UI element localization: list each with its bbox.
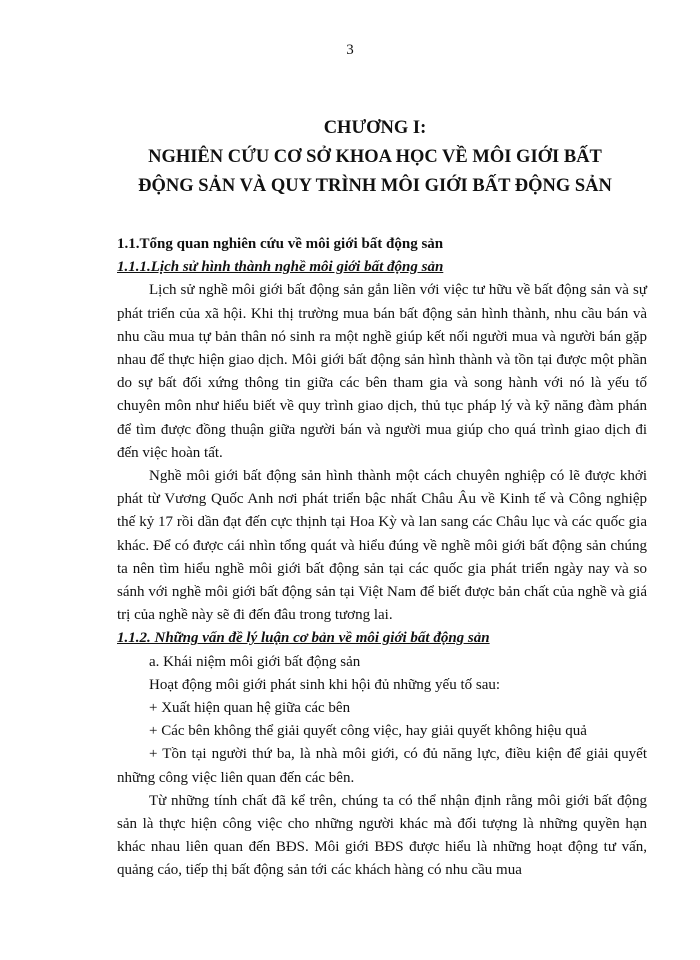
paragraph: Hoạt động môi giới phát sinh khi hội đủ những yếu tố sau: [149,676,501,693]
section-heading-1-1: 1.1.Tổng quan nghiên cứu về môi giới bất động sản [117,236,444,252]
bullet-item: + Các bên không thể giải quyết công việc, hay giải quyết không hiệu quả [149,723,587,740]
body-content [117,230,647,883]
list-item: a. Khái niệm môi giới bất động sản [149,653,361,670]
paragraph: Từ những tính chất đã kể trên, chúng ta có thể nhận định rằng môi giới bất động sản là thực hiện công việc cho những người khác mà đối tượng là những quyền hạn khác nhau liên quan đến BĐS. Môi giới BĐS được hiểu là những hoạt động tư vấn, quảng cáo, tiếp thị bất động sản tới các khách hàng có nhu cầu mua [117,792,647,879]
section-heading-1-1-2: 1.1.2. Những vấn đề lý luận cơ bản về môi giới bất động sản [117,630,490,647]
bullet-item: + Xuất hiện quan hệ giữa các bên [149,700,351,717]
chapter-title-line-1: NGHIÊN CỨU CƠ SỞ KHOA HỌC VỀ MÔI GIỚI BẤT [148,147,602,167]
chapter-label: CHƯƠNG I: [323,118,427,138]
paragraph: Lịch sử nghề môi giới bất động sản gắn liền với việc tư hữu về bất động sản và sự phát triển của xã hội. Khi thị trường mua bán bất động sản hình thành, nhu cầu bán và nhu cầu mua tự bản thân nó sinh ra một nghề giúp kết nối người mua và người bán gặp nhau để thực hiện giao dịch. Môi giới bất động sản hình thành và tồn tại được một phần do sự bất đối xứng thông tin giữa các bên tham gia và song hành với nó là yếu tố chuyên môn như hiểu biết về quy trình giao dịch, thủ tục pháp lý và kỹ năng đàm phán để tìm được đồng thuận giữa người bán và người mua giúp cho quá trình giao dịch đi đến việc hoàn tất. [117,282,647,461]
page-number: 3 [346,42,354,58]
chapter-heading [100,114,650,201]
paragraph: Nghề môi giới bất động sản hình thành một cách chuyên nghiệp có lẽ được khởi phát từ Vương Quốc Anh nơi phát triển bậc nhất Châu Âu về Kinh tế và Công nghiệp thế kỷ 17 rồi dần đạt đến cực thịnh tại Hoa Kỳ và lan sang các Châu lục và các quốc gia khác. Để có được cái nhìn tổng quát và hiểu đúng về nghề môi giới bất động sản chúng ta nên tìm hiểu nghề môi giới bất động sản tại các quốc gia phát triển ngày nay và so sánh với nghề môi giới bất động sản tại Việt Nam để biết được bản chất của nghề và giá trị của nghề này sẽ đi đến đâu trong tương lai. [117,468,647,624]
section-heading-1-1-1: 1.1.1.Lịch sử hình thành nghề môi giới bất động sản [117,259,444,276]
bullet-item: + Tồn tại người thứ ba, là nhà môi giới, có đủ năng lực, điều kiện để giải quyết những công việc liên quan đến các bên. [117,746,647,786]
chapter-title-line-2: ĐỘNG SẢN VÀ QUY TRÌNH MÔI GIỚI BẤT ĐỘNG SẢN [138,176,612,196]
